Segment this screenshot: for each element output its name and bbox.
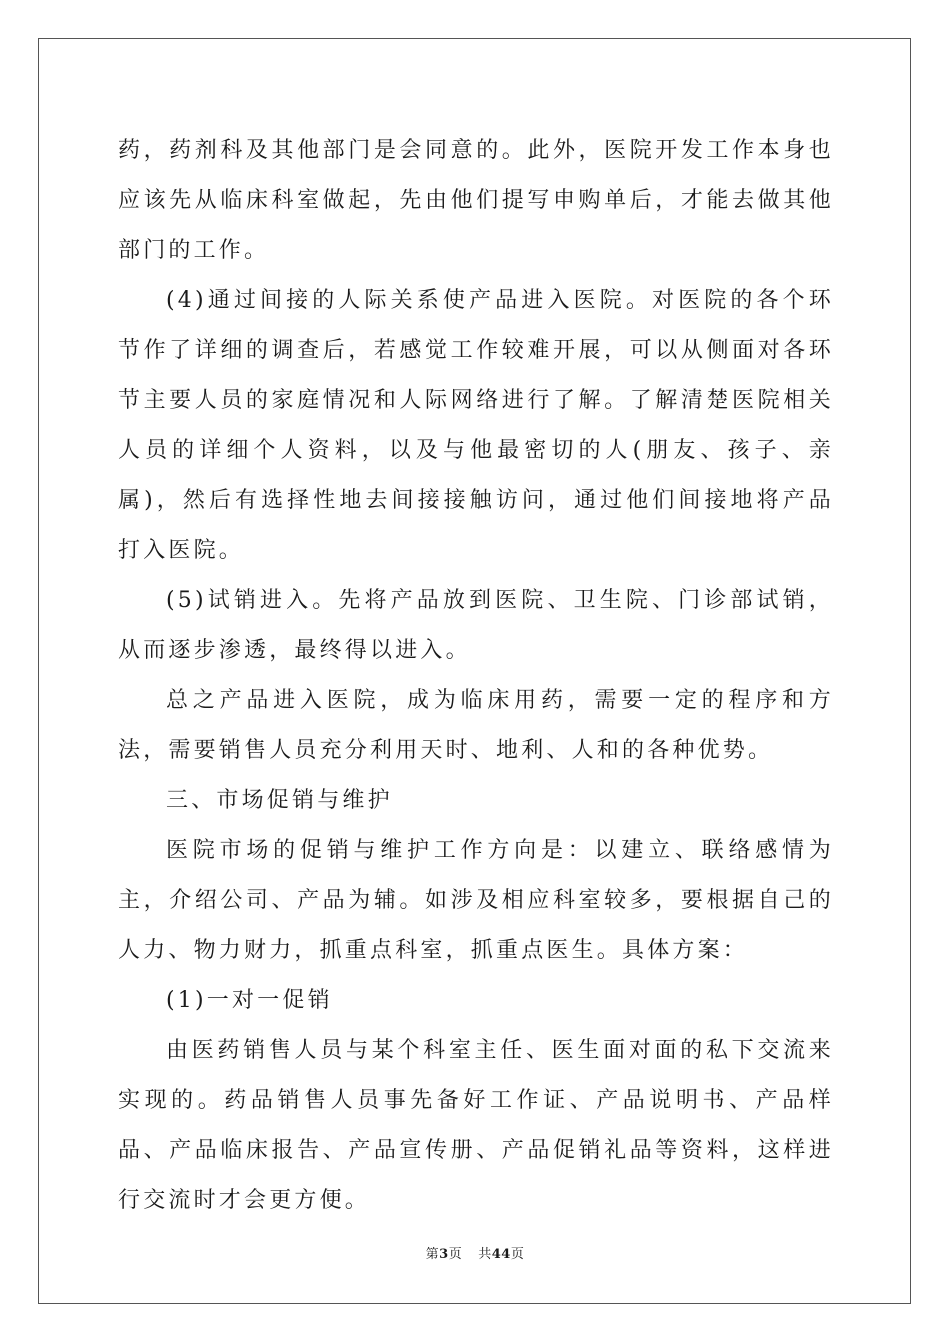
paragraph-one-on-one: 由医药销售人员与某个科室主任、医生面对面的私下交流来实现的。药品销售人员事先备好工作证、产品说明书、产品样品、产品临床报告、产品宣传册、产品促销礼品等资料，这样进行交流时才会更方便。: [118, 1038, 834, 1213]
footer-page-prefix: 第: [425, 1247, 440, 1262]
subheading-one-on-one: (1)一对一促销: [166, 988, 333, 1013]
paragraph-continuation: 药，药剂科及其他部门是会同意的。此外，医院开发工作本身也应该先从临床科室做起，先由他们提写申购单后，才能去做其他部门的工作。: [118, 138, 834, 263]
section-heading: 三、市场促销与维护: [166, 788, 393, 813]
footer-total-pages: 44: [491, 1247, 511, 1262]
paragraph-summary: 总之产品进入医院，成为临床用药，需要一定的程序和方法，需要销售人员充分利用天时、地利、人和的各种优势。: [118, 688, 834, 763]
footer-total-prefix: 共: [478, 1247, 492, 1262]
footer-page-number: 3: [439, 1247, 449, 1262]
page-footer: [0, 1245, 950, 1265]
footer-total-suffix: 页: [510, 1247, 525, 1262]
document-body: [118, 126, 834, 1226]
paragraph-item-4: (4)通过间接的人际关系使产品进入医院。对医院的各个环节作了详细的调查后，若感觉工作较难开展，可以从侧面对各环节主要人员的家庭情况和人际网络进行了解。了解清楚医院相关人员的详细个人资料，以及与他最密切的人(朋友、孩子、亲属)，然后有选择性地去间接接触访问，通过他们间接地将产品打入医院。: [118, 288, 834, 563]
footer-page-suffix: 页: [448, 1247, 463, 1262]
paragraph-item-5: (5)试销进入。先将产品放到医院、卫生院、门诊部试销，从而逐步渗透，最终得以进入。: [118, 588, 834, 663]
paragraph-promotion-intro: 医院市场的促销与维护工作方向是：以建立、联络感情为主，介绍公司、产品为辅。如涉及相应科室较多，要根据自己的人力、物力财力，抓重点科室，抓重点医生。具体方案：: [118, 838, 834, 963]
